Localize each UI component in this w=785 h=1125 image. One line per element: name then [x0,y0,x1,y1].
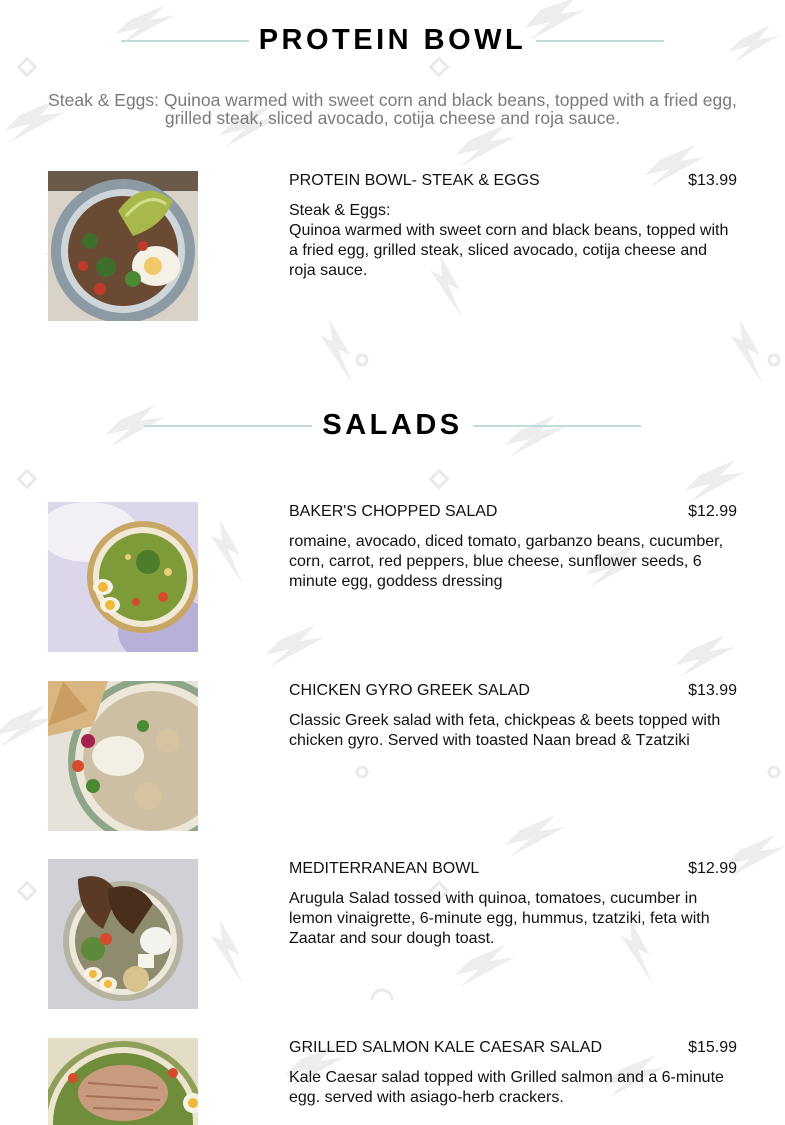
section-intro: Steak & Eggs: Quinoa warmed with sweet corn and black beans, topped with a fried egg, grilled steak, sliced avocado, cotija cheese and roja sauce. [48,90,737,128]
item-price: $13.99 [688,682,737,699]
item-name: BAKER'S CHOPPED SALAD [289,503,498,520]
food-photo [48,1038,198,1125]
heading-rule-left [121,40,249,42]
section-heading-protein-bowl [0,26,785,55]
menu-item [0,171,785,321]
item-price: $15.99 [688,1039,737,1056]
item-price: $13.99 [688,172,737,189]
item-description-line: Arugula Salad tossed with quinoa, tomatoes, cucumber in lemon vinaigrette, 6-minute egg, hummus, tzatziki, feta with Zaatar and sour dough toast. [289,890,710,947]
item-description [289,889,737,949]
item-description [289,201,737,281]
section-title: SALADS [322,409,463,441]
item-description-line: Steak & Eggs: [289,202,391,219]
food-photo [48,502,198,652]
item-description-line: Kale Caesar salad topped with Grilled salmon and a 6-minute egg. served with asiago-herb crackers. [289,1069,724,1106]
item-description-line: Quinoa warmed with sweet corn and black beans, topped with a fried egg, grilled steak, sliced avocado, cotija cheese and roja sauce. [289,222,729,279]
menu-item [0,859,785,1009]
section-title: PROTEIN BOWL [258,24,527,56]
item-name: PROTEIN BOWL- STEAK & EGGS [289,172,540,189]
item-description [289,711,737,751]
food-photo [48,859,198,1009]
heading-rule-right [473,425,641,427]
section-heading-salads [0,411,785,440]
item-name: GRILLED SALMON KALE CAESAR SALAD [289,1039,602,1056]
menu-item [0,502,785,652]
menu-item [0,1038,785,1125]
item-name: MEDITERRANEAN BOWL [289,860,480,877]
item-description [289,532,737,592]
item-description-line: Classic Greek salad with feta, chickpeas & beets topped with chicken gyro. Served with toasted Naan bread & Tzatziki [289,712,721,749]
item-name: CHICKEN GYRO GREEK SALAD [289,682,530,699]
item-description [289,1068,737,1108]
item-description-line: romaine, avocado, diced tomato, garbanzo beans, cucumber, corn, carrot, red peppers, blue cheese, sunflower seeds, 6 minute egg, goddess dressing [289,533,724,590]
menu-item [0,681,785,831]
item-price: $12.99 [688,503,737,520]
heading-rule-right [536,40,664,42]
food-photo [48,171,198,321]
heading-rule-left [144,425,312,427]
food-photo [48,681,198,831]
item-price: $12.99 [688,860,737,877]
